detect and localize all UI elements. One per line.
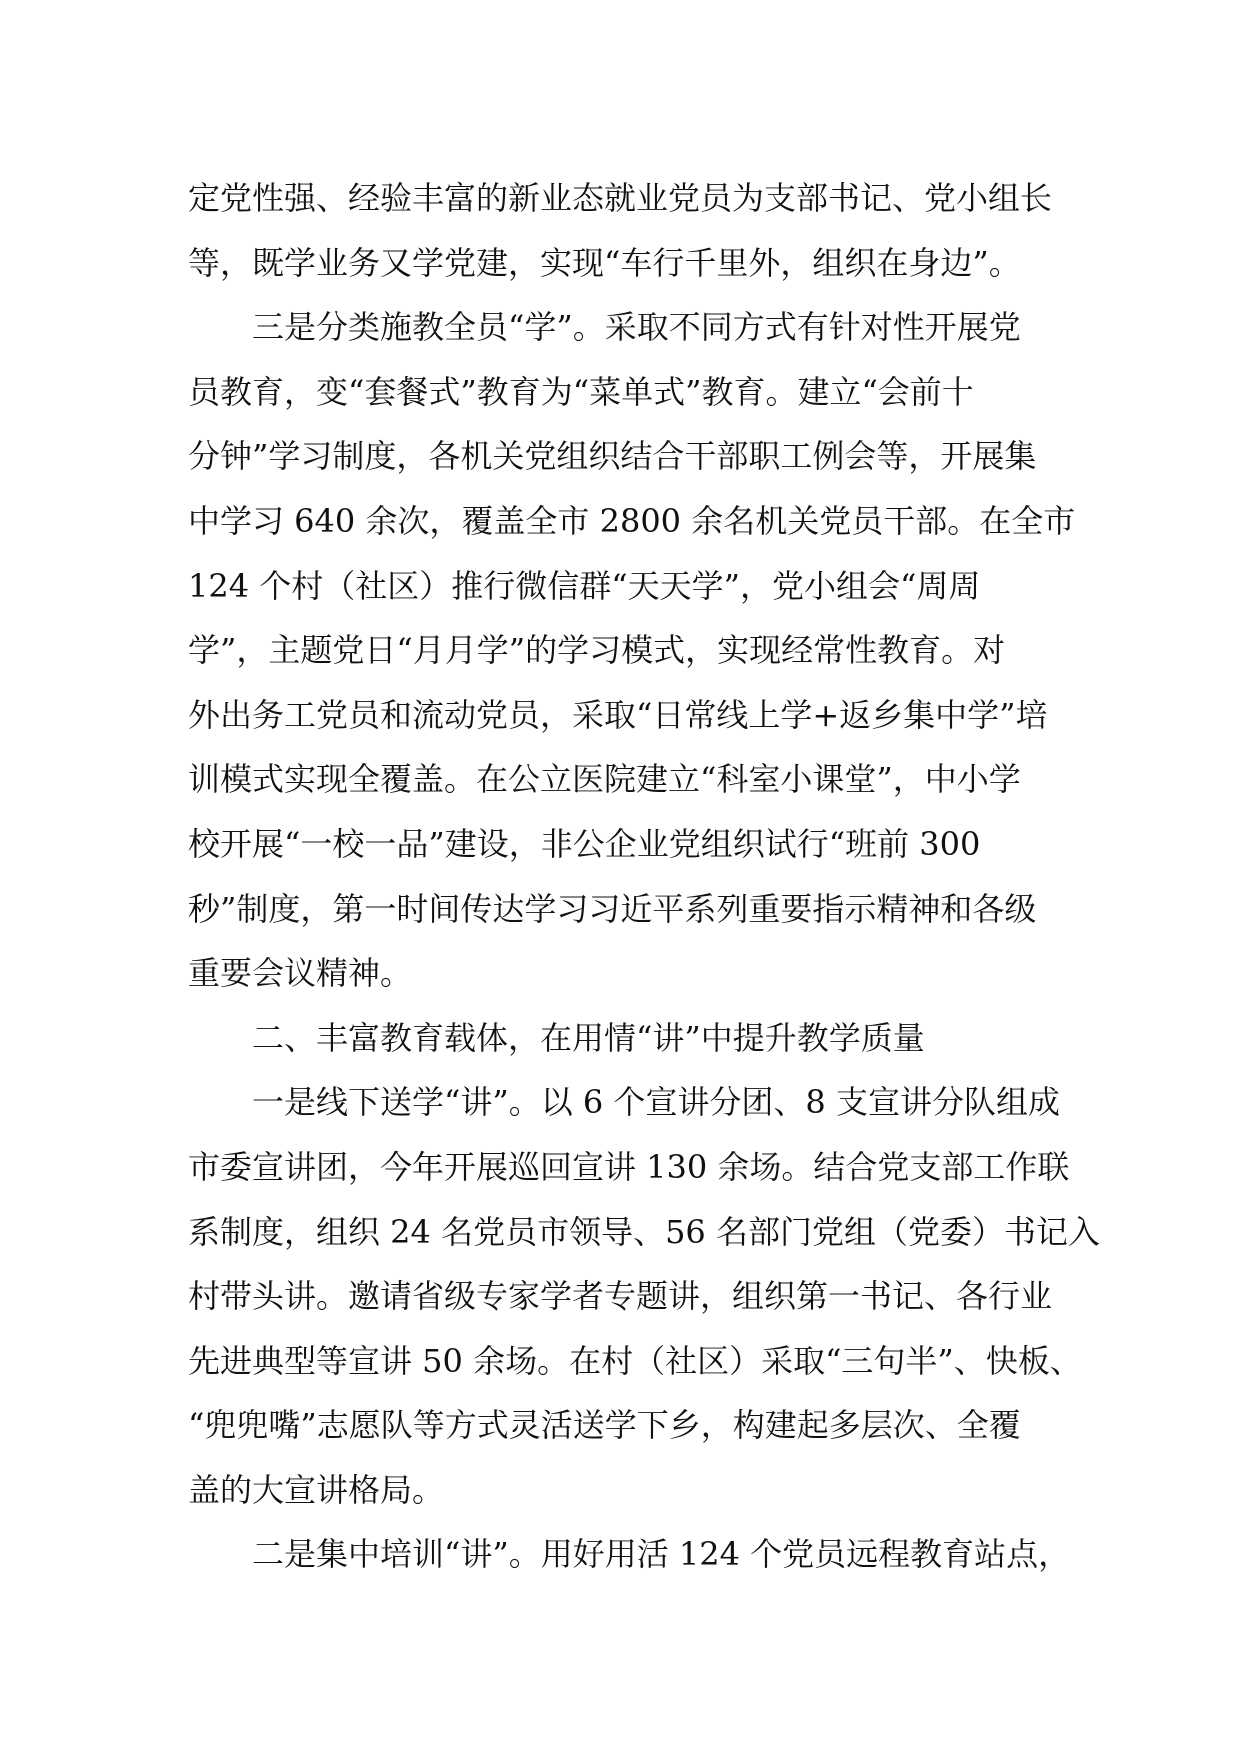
text-line: 先进典型等宣讲 50 余场。在村（社区）采取“三句半”、快板、: [188, 1341, 1082, 1380]
text-line: 市委宣讲团，今年开展巡回宣讲 130 余场。结合党支部工作联: [188, 1147, 1070, 1186]
text-line: 外出务工党员和流动党员，采取“日常线上学+返乡集中学”培: [188, 695, 1048, 734]
text-line: 124 个村（社区）推行微信群“天天学”，党小组会“周周: [188, 566, 981, 605]
text-line: 等，既学业务又学党建，实现“车行千里外，组织在身边”。: [188, 243, 1021, 282]
text-line: 重要会议精神。: [188, 954, 413, 993]
text-line: 盖的大宣讲格局。: [188, 1470, 445, 1509]
text-line: 分钟”学习制度，各机关党组织结合干部职工例会等，开展集: [188, 437, 1037, 476]
section-heading: 二、丰富教育载体，在用情“讲”中提升教学质量: [252, 1018, 925, 1057]
text-line: 学”，主题党日“月月学”的学习模式，实现经常性教育。对: [188, 631, 1006, 670]
text-line: 员教育，变“套餐式”教育为“菜单式”教育。建立“会前十: [188, 372, 974, 411]
text-line: 中学习 640 余次，覆盖全市 2800 余名机关党员干部。在全市: [188, 501, 1076, 540]
paragraph-start-line: 三是分类施教全员“学”。采取不同方式有针对性开展党: [252, 308, 1021, 347]
text-line: 训模式实现全覆盖。在公立医院建立“科室小课堂”，中小学: [188, 760, 1021, 799]
text-line: 系制度，组织 24 名党员市领导、56 名部门党组（党委）书记入: [188, 1212, 1100, 1251]
paragraph-start-line: 二是集中培训“讲”。用好用活 124 个党员远程教育站点，: [252, 1535, 1071, 1574]
text-line: 校开展“一校一品”建设，非公企业党组织试行“班前 300: [188, 824, 981, 863]
text-line: 村带头讲。邀请省级专家学者专题讲，组织第一书记、各行业: [188, 1277, 1053, 1316]
text-line: 定党性强、经验丰富的新业态就业党员为支部书记、党小组长: [188, 179, 1053, 217]
document-body: [188, 166, 1100, 1587]
text-line: “兜兜嘴”志愿队等方式灵活送学下乡，构建起多层次、全覆: [188, 1406, 1021, 1445]
paragraph-start-line: 一是线下送学“讲”。以 6 个宣讲分团、8 支宣讲分队组成: [252, 1083, 1060, 1122]
text-line: 秒”制度，第一时间传达学习习近平系列重要指示精神和各级: [188, 889, 1037, 928]
